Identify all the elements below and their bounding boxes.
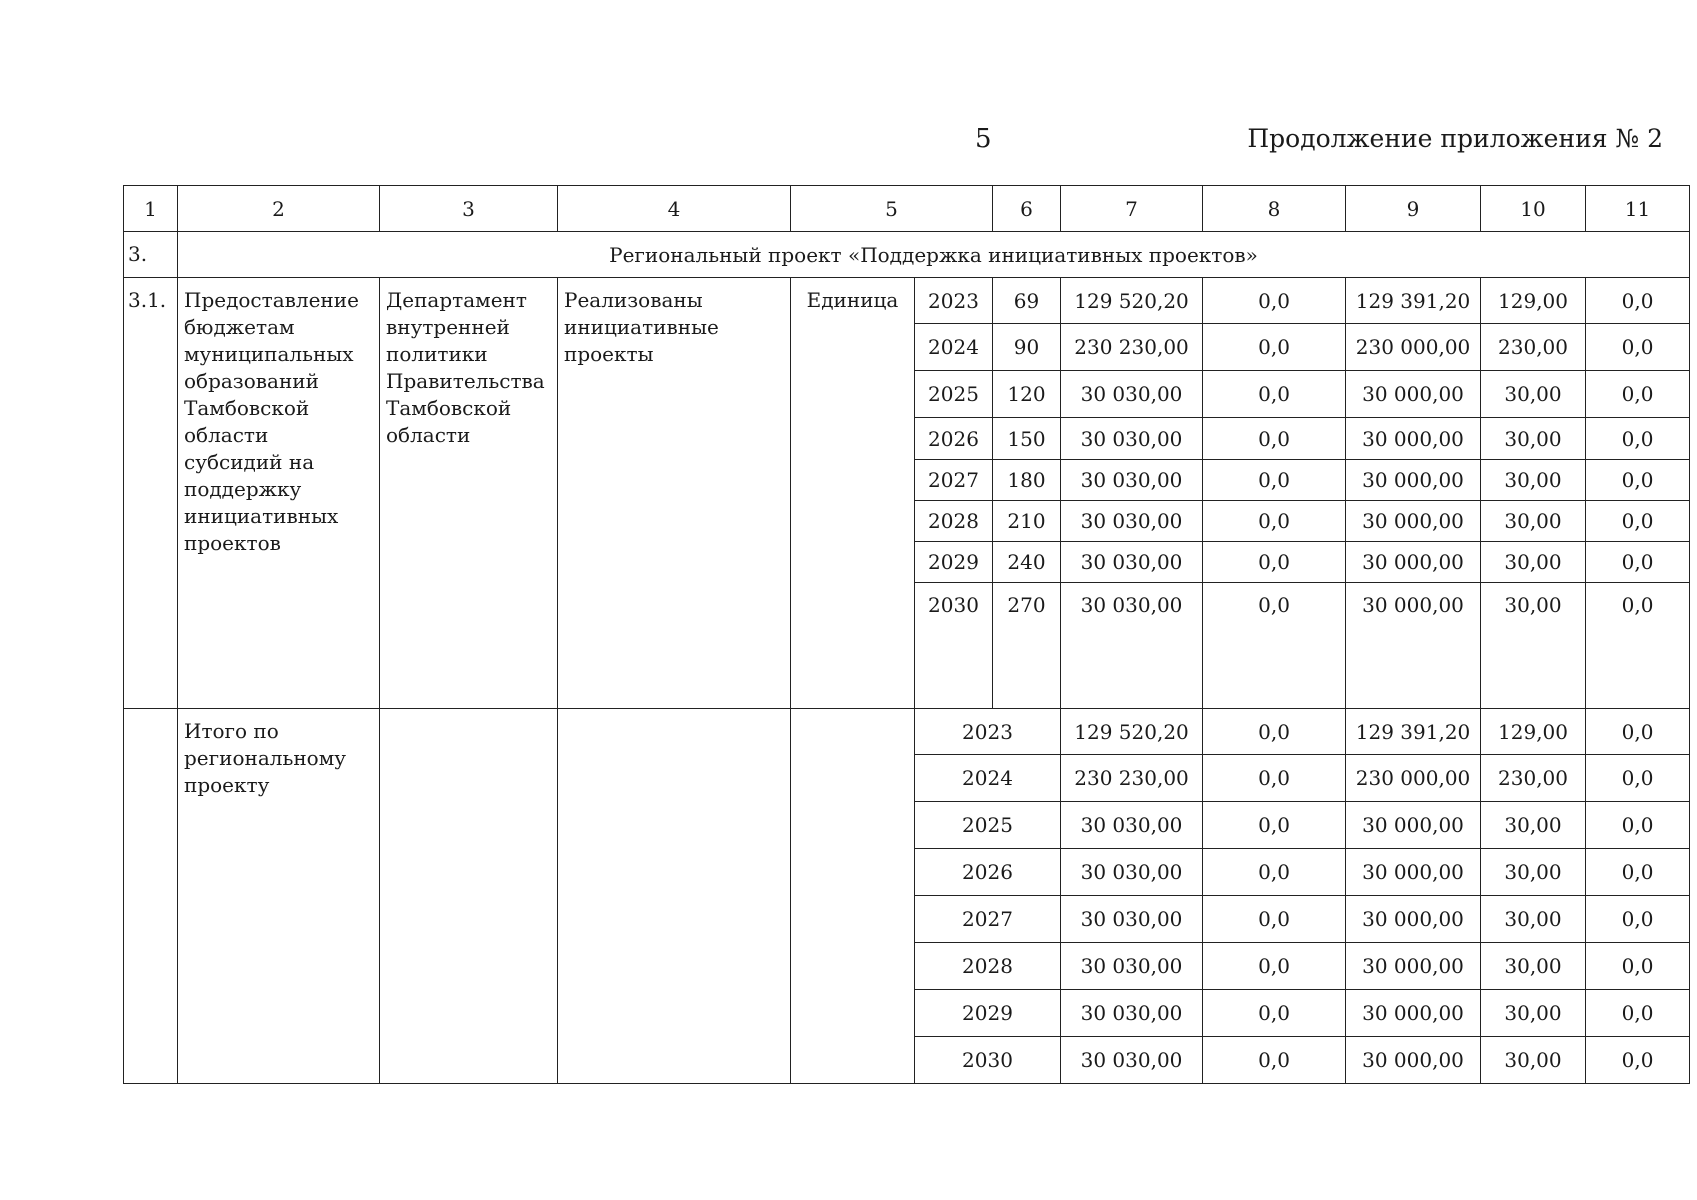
- table-row: [124, 709, 1690, 755]
- value-cell: 210: [993, 501, 1061, 542]
- col10-cell: 30,00: [1481, 371, 1586, 418]
- col11-cell: 0,0: [1586, 709, 1690, 755]
- year-cell: 2026: [915, 418, 993, 460]
- col-number: 7: [1061, 186, 1203, 232]
- budget-table: [123, 185, 1690, 1084]
- col-number: 10: [1481, 186, 1586, 232]
- col11-cell: 0,0: [1586, 802, 1690, 849]
- col8-cell: 0,0: [1203, 990, 1346, 1037]
- col10-cell: 30,00: [1481, 501, 1586, 542]
- section-row: [124, 232, 1690, 278]
- value-cell: 150: [993, 418, 1061, 460]
- col8-cell: 0,0: [1203, 418, 1346, 460]
- col11-cell: 0,0: [1586, 542, 1690, 583]
- year-cell: 2027: [915, 460, 993, 501]
- col11-cell: 0,0: [1586, 278, 1690, 324]
- col7-cell: 30 030,00: [1061, 418, 1203, 460]
- total-index: [124, 709, 178, 1084]
- col-number: 8: [1203, 186, 1346, 232]
- col11-cell: 0,0: [1586, 460, 1690, 501]
- col9-cell: 30 000,00: [1346, 1037, 1481, 1084]
- col8-cell: 0,0: [1203, 849, 1346, 896]
- year-cell: 2030: [915, 1037, 1061, 1084]
- col-number: 4: [558, 186, 791, 232]
- item-body: [124, 278, 1690, 709]
- value-cell: 180: [993, 460, 1061, 501]
- col8-cell: 0,0: [1203, 324, 1346, 371]
- col7-cell: 30 030,00: [1061, 371, 1203, 418]
- col9-cell: 30 000,00: [1346, 542, 1481, 583]
- col7-cell: 30 030,00: [1061, 990, 1203, 1037]
- item-executor: Департамент внутренней политики Правительства Тамбовской области: [380, 278, 558, 709]
- col11-cell: 0,0: [1586, 896, 1690, 943]
- col-number: 6: [993, 186, 1061, 232]
- col10-cell: 129,00: [1481, 709, 1586, 755]
- col9-cell: 30 000,00: [1346, 371, 1481, 418]
- col7-cell: 30 030,00: [1061, 542, 1203, 583]
- col10-cell: 30,00: [1481, 542, 1586, 583]
- value-cell: 270: [993, 583, 1061, 709]
- col10-cell: 30,00: [1481, 943, 1586, 990]
- col10-cell: 30,00: [1481, 990, 1586, 1037]
- col10-cell: 30,00: [1481, 418, 1586, 460]
- col11-cell: 0,0: [1586, 324, 1690, 371]
- col7-cell: 30 030,00: [1061, 583, 1203, 709]
- col10-cell: 30,00: [1481, 896, 1586, 943]
- col10-cell: 30,00: [1481, 849, 1586, 896]
- col7-cell: 30 030,00: [1061, 802, 1203, 849]
- col7-cell: 129 520,20: [1061, 278, 1203, 324]
- col9-cell: 30 000,00: [1346, 943, 1481, 990]
- year-cell: 2023: [915, 278, 993, 324]
- year-cell: 2025: [915, 802, 1061, 849]
- col9-cell: 30 000,00: [1346, 501, 1481, 542]
- col7-cell: 30 030,00: [1061, 943, 1203, 990]
- col9-cell: 30 000,00: [1346, 802, 1481, 849]
- col9-cell: 30 000,00: [1346, 896, 1481, 943]
- item-result: Реализованы инициативные проекты: [558, 278, 791, 709]
- col11-cell: 0,0: [1586, 1037, 1690, 1084]
- year-cell: 2029: [915, 542, 993, 583]
- col8-cell: 0,0: [1203, 896, 1346, 943]
- year-cell: 2025: [915, 371, 993, 418]
- col8-cell: 0,0: [1203, 460, 1346, 501]
- col7-cell: 30 030,00: [1061, 460, 1203, 501]
- col11-cell: 0,0: [1586, 849, 1690, 896]
- col10-cell: 30,00: [1481, 802, 1586, 849]
- value-cell: 69: [993, 278, 1061, 324]
- col7-cell: 30 030,00: [1061, 1037, 1203, 1084]
- col9-cell: 30 000,00: [1346, 460, 1481, 501]
- year-cell: 2023: [915, 709, 1061, 755]
- value-cell: 90: [993, 324, 1061, 371]
- col9-cell: 230 000,00: [1346, 755, 1481, 802]
- col8-cell: 0,0: [1203, 943, 1346, 990]
- col9-cell: 129 391,20: [1346, 709, 1481, 755]
- col7-cell: 230 230,00: [1061, 755, 1203, 802]
- col11-cell: 0,0: [1586, 755, 1690, 802]
- col-number: 9: [1346, 186, 1481, 232]
- item-unit: Единица: [791, 278, 915, 709]
- col10-cell: 30,00: [1481, 583, 1586, 709]
- year-cell: 2027: [915, 896, 1061, 943]
- col10-cell: 230,00: [1481, 324, 1586, 371]
- col8-cell: 0,0: [1203, 371, 1346, 418]
- total-body: [124, 709, 1690, 1084]
- col9-cell: 30 000,00: [1346, 418, 1481, 460]
- col9-cell: 30 000,00: [1346, 849, 1481, 896]
- year-cell: 2030: [915, 583, 993, 709]
- total-executor: [380, 709, 558, 1084]
- col-number: 1: [124, 186, 178, 232]
- col10-cell: 230,00: [1481, 755, 1586, 802]
- table-row: [124, 278, 1690, 324]
- col11-cell: 0,0: [1586, 990, 1690, 1037]
- year-cell: 2024: [915, 324, 993, 371]
- col7-cell: 30 030,00: [1061, 501, 1203, 542]
- col-number: 11: [1586, 186, 1690, 232]
- col7-cell: 30 030,00: [1061, 849, 1203, 896]
- col-number: 5: [791, 186, 993, 232]
- col8-cell: 0,0: [1203, 709, 1346, 755]
- section-index: 3.: [124, 232, 178, 278]
- col10-cell: 30,00: [1481, 460, 1586, 501]
- year-cell: 2028: [915, 501, 993, 542]
- year-cell: 2024: [915, 755, 1061, 802]
- col8-cell: 0,0: [1203, 755, 1346, 802]
- item-index: 3.1.: [124, 278, 178, 709]
- col8-cell: 0,0: [1203, 1037, 1346, 1084]
- col8-cell: 0,0: [1203, 278, 1346, 324]
- section-title: Региональный проект «Поддержка инициативных проектов»: [178, 232, 1690, 278]
- item-name: Предоставление бюджетам муниципальных образований Тамбовской области субсидий на поддержку инициативных проектов: [178, 278, 380, 709]
- col7-cell: 129 520,20: [1061, 709, 1203, 755]
- col7-cell: 230 230,00: [1061, 324, 1203, 371]
- total-unit: [791, 709, 915, 1084]
- col9-cell: 30 000,00: [1346, 990, 1481, 1037]
- page-header: Продолжение приложения № 2: [1247, 124, 1663, 153]
- value-cell: 240: [993, 542, 1061, 583]
- col8-cell: 0,0: [1203, 583, 1346, 709]
- col9-cell: 230 000,00: [1346, 324, 1481, 371]
- year-cell: 2029: [915, 990, 1061, 1037]
- col7-cell: 30 030,00: [1061, 896, 1203, 943]
- col-number: 3: [380, 186, 558, 232]
- col-number: 2: [178, 186, 380, 232]
- col11-cell: 0,0: [1586, 583, 1690, 709]
- col8-cell: 0,0: [1203, 802, 1346, 849]
- col8-cell: 0,0: [1203, 542, 1346, 583]
- total-label: Итого по региональному проекту: [178, 709, 380, 1084]
- total-result: [558, 709, 791, 1084]
- value-cell: 120: [993, 371, 1061, 418]
- year-cell: 2028: [915, 943, 1061, 990]
- col11-cell: 0,0: [1586, 371, 1690, 418]
- col11-cell: 0,0: [1586, 418, 1690, 460]
- year-cell: 2026: [915, 849, 1061, 896]
- col11-cell: 0,0: [1586, 943, 1690, 990]
- col10-cell: 30,00: [1481, 1037, 1586, 1084]
- page-number: 5: [975, 124, 992, 154]
- col8-cell: 0,0: [1203, 501, 1346, 542]
- col10-cell: 129,00: [1481, 278, 1586, 324]
- col9-cell: 30 000,00: [1346, 583, 1481, 709]
- col11-cell: 0,0: [1586, 501, 1690, 542]
- column-number-row: [124, 186, 1690, 232]
- col9-cell: 129 391,20: [1346, 278, 1481, 324]
